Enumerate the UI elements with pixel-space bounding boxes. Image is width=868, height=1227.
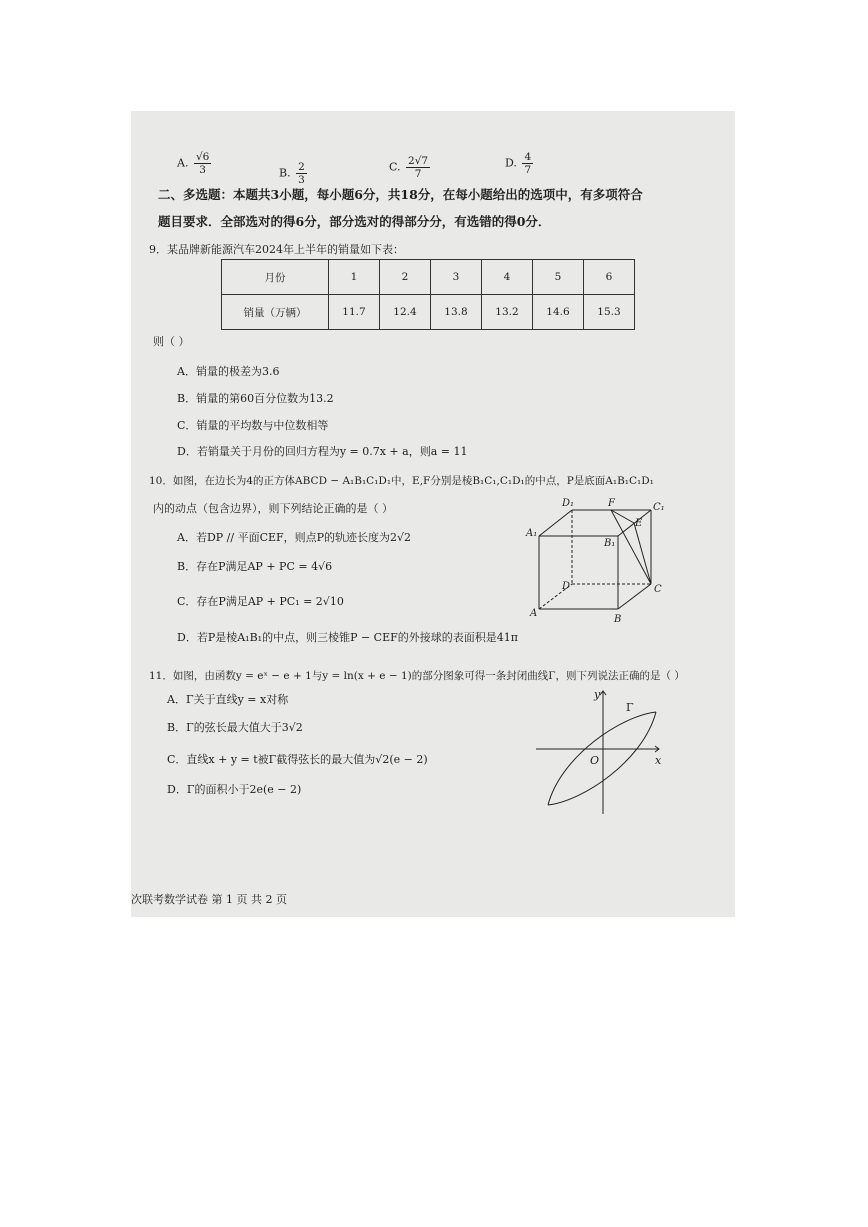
q8-b-label: B. [279, 166, 291, 180]
curve-lower-right [548, 712, 656, 805]
q11-option-b: B．Γ的弦长最大值大于3√2 [167, 721, 303, 734]
curve-figure [536, 686, 666, 816]
table-row [222, 295, 635, 330]
q8-c-label: C. [389, 160, 401, 174]
cube-figure [526, 496, 676, 626]
x-axis-arrow [653, 746, 659, 752]
q8-c-fraction [406, 155, 430, 180]
q8-c-num: 2√7 [408, 155, 429, 167]
section2-line2: 题目要求．全部选对的得6分，部分选对的得部分分，有选错的得0分． [158, 214, 551, 229]
q8-a-num: √6 [195, 151, 210, 163]
table-cell: 11.7 [329, 295, 380, 330]
q8-option-a [177, 151, 211, 176]
table-row [222, 260, 635, 295]
label-gamma: Γ [626, 701, 634, 714]
table-cell: 5 [533, 260, 584, 295]
table-header-sales: 销量（万辆） [222, 295, 329, 330]
table-cell: 1 [329, 260, 380, 295]
q8-b-fraction [296, 161, 307, 186]
q8-d-num: 4 [524, 151, 532, 163]
table-cell: 13.8 [431, 295, 482, 330]
exam-paper [131, 111, 735, 917]
q8-option-c [389, 155, 430, 180]
q9-option-d: D．若销量关于月份的回归方程为y = 0.7x + a，则a = 11 [177, 445, 468, 458]
q10-option-b: B．存在P满足AP + PC = 4√6 [177, 560, 333, 573]
label-b: B [614, 614, 622, 625]
curve-upper-left [548, 712, 656, 805]
table-cell: 6 [584, 260, 635, 295]
q10-option-d: D．若P是棱A₁B₁的中点，则三棱锥P − CEF的外接球的表面积是41π [177, 631, 518, 644]
table-cell: 4 [482, 260, 533, 295]
q8-a-label: A. [177, 156, 189, 170]
q11-option-c: C．直线x + y = t被Γ截得弦长的最大值为√2(e − 2) [167, 753, 428, 766]
label-b1: B₁ [604, 538, 616, 549]
label-d1: D₁ [562, 498, 575, 509]
label-a1: A₁ [526, 528, 538, 539]
label-a: A [530, 608, 538, 619]
page-footer: 次联考数学试卷 第 1 页 共 2 页 [131, 893, 287, 906]
label-d: D [562, 581, 571, 592]
q8-d-den: 7 [524, 164, 532, 177]
label-y: y [594, 688, 601, 701]
edge-b-c [618, 584, 651, 609]
section2-line1: 二、多选题：本题共3小题，每小题6分，共18分，在每小题给出的选项中，有多项符合 [158, 187, 643, 202]
q8-a-fraction [194, 151, 211, 176]
q10-option-a: A．若DP // 平面CEF，则点P的轨迹长度为2√2 [177, 531, 412, 544]
q9-option-c: C．销量的平均数与中位数相等 [177, 419, 329, 432]
q8-d-fraction [522, 151, 533, 176]
segment-e-c [634, 523, 651, 584]
q9-sales-table [221, 259, 635, 330]
q8-c-den: 7 [414, 168, 422, 181]
q11-option-d: D．Γ的面积小于2e(e − 2) [167, 783, 302, 796]
table-cell: 15.3 [584, 295, 635, 330]
q10-stem-line2: 内的动点（包含边界），则下列结论正确的是（ ） [153, 502, 393, 515]
label-f: F [608, 498, 615, 509]
label-c: C [654, 584, 662, 595]
table-cell: 3 [431, 260, 482, 295]
table-header-month: 月份 [222, 260, 329, 295]
q8-d-label: D. [505, 156, 517, 170]
label-x: x [655, 754, 662, 767]
label-c1: C₁ [653, 502, 665, 513]
q9-option-b: B．销量的第60百分位数为13.2 [177, 392, 334, 405]
q9-stem: 9．某品牌新能源汽车2024年上半年的销量如下表： [149, 243, 404, 256]
q9-option-a: A．销量的极差为3.6 [177, 365, 280, 378]
table-cell: 13.2 [482, 295, 533, 330]
table-cell: 2 [380, 260, 431, 295]
q8-option-b [279, 161, 307, 186]
q11-stem: 11．如图，由函数y = eˣ − e + 1与y = ln(x + e − 1)的部分图象可得一条封闭曲线Γ，则下列说法正确的是（ ） [149, 670, 685, 682]
label-e: E [635, 518, 643, 529]
q8-b-num: 2 [298, 161, 305, 173]
table-cell: 12.4 [380, 295, 431, 330]
q10-stem-line1: 10．如图，在边长为4的正方体ABCD − A₁B₁C₁D₁中，E,F分别是棱B₁C₁,C₁D₁的中点，P是底面A₁B₁C₁D₁ [149, 475, 654, 487]
q11-option-a: A．Γ关于直线y = x对称 [167, 693, 289, 706]
q8-a-den: 3 [199, 164, 206, 177]
q8-b-den: 3 [298, 174, 305, 187]
q9-then: 则（ ） [153, 335, 190, 348]
q10-option-c: C．存在P满足AP + PC₁ = 2√10 [177, 595, 344, 608]
table-cell: 14.6 [533, 295, 584, 330]
edge-a1-d1 [539, 510, 572, 536]
label-origin: O [590, 754, 600, 767]
q8-option-d [505, 151, 533, 176]
